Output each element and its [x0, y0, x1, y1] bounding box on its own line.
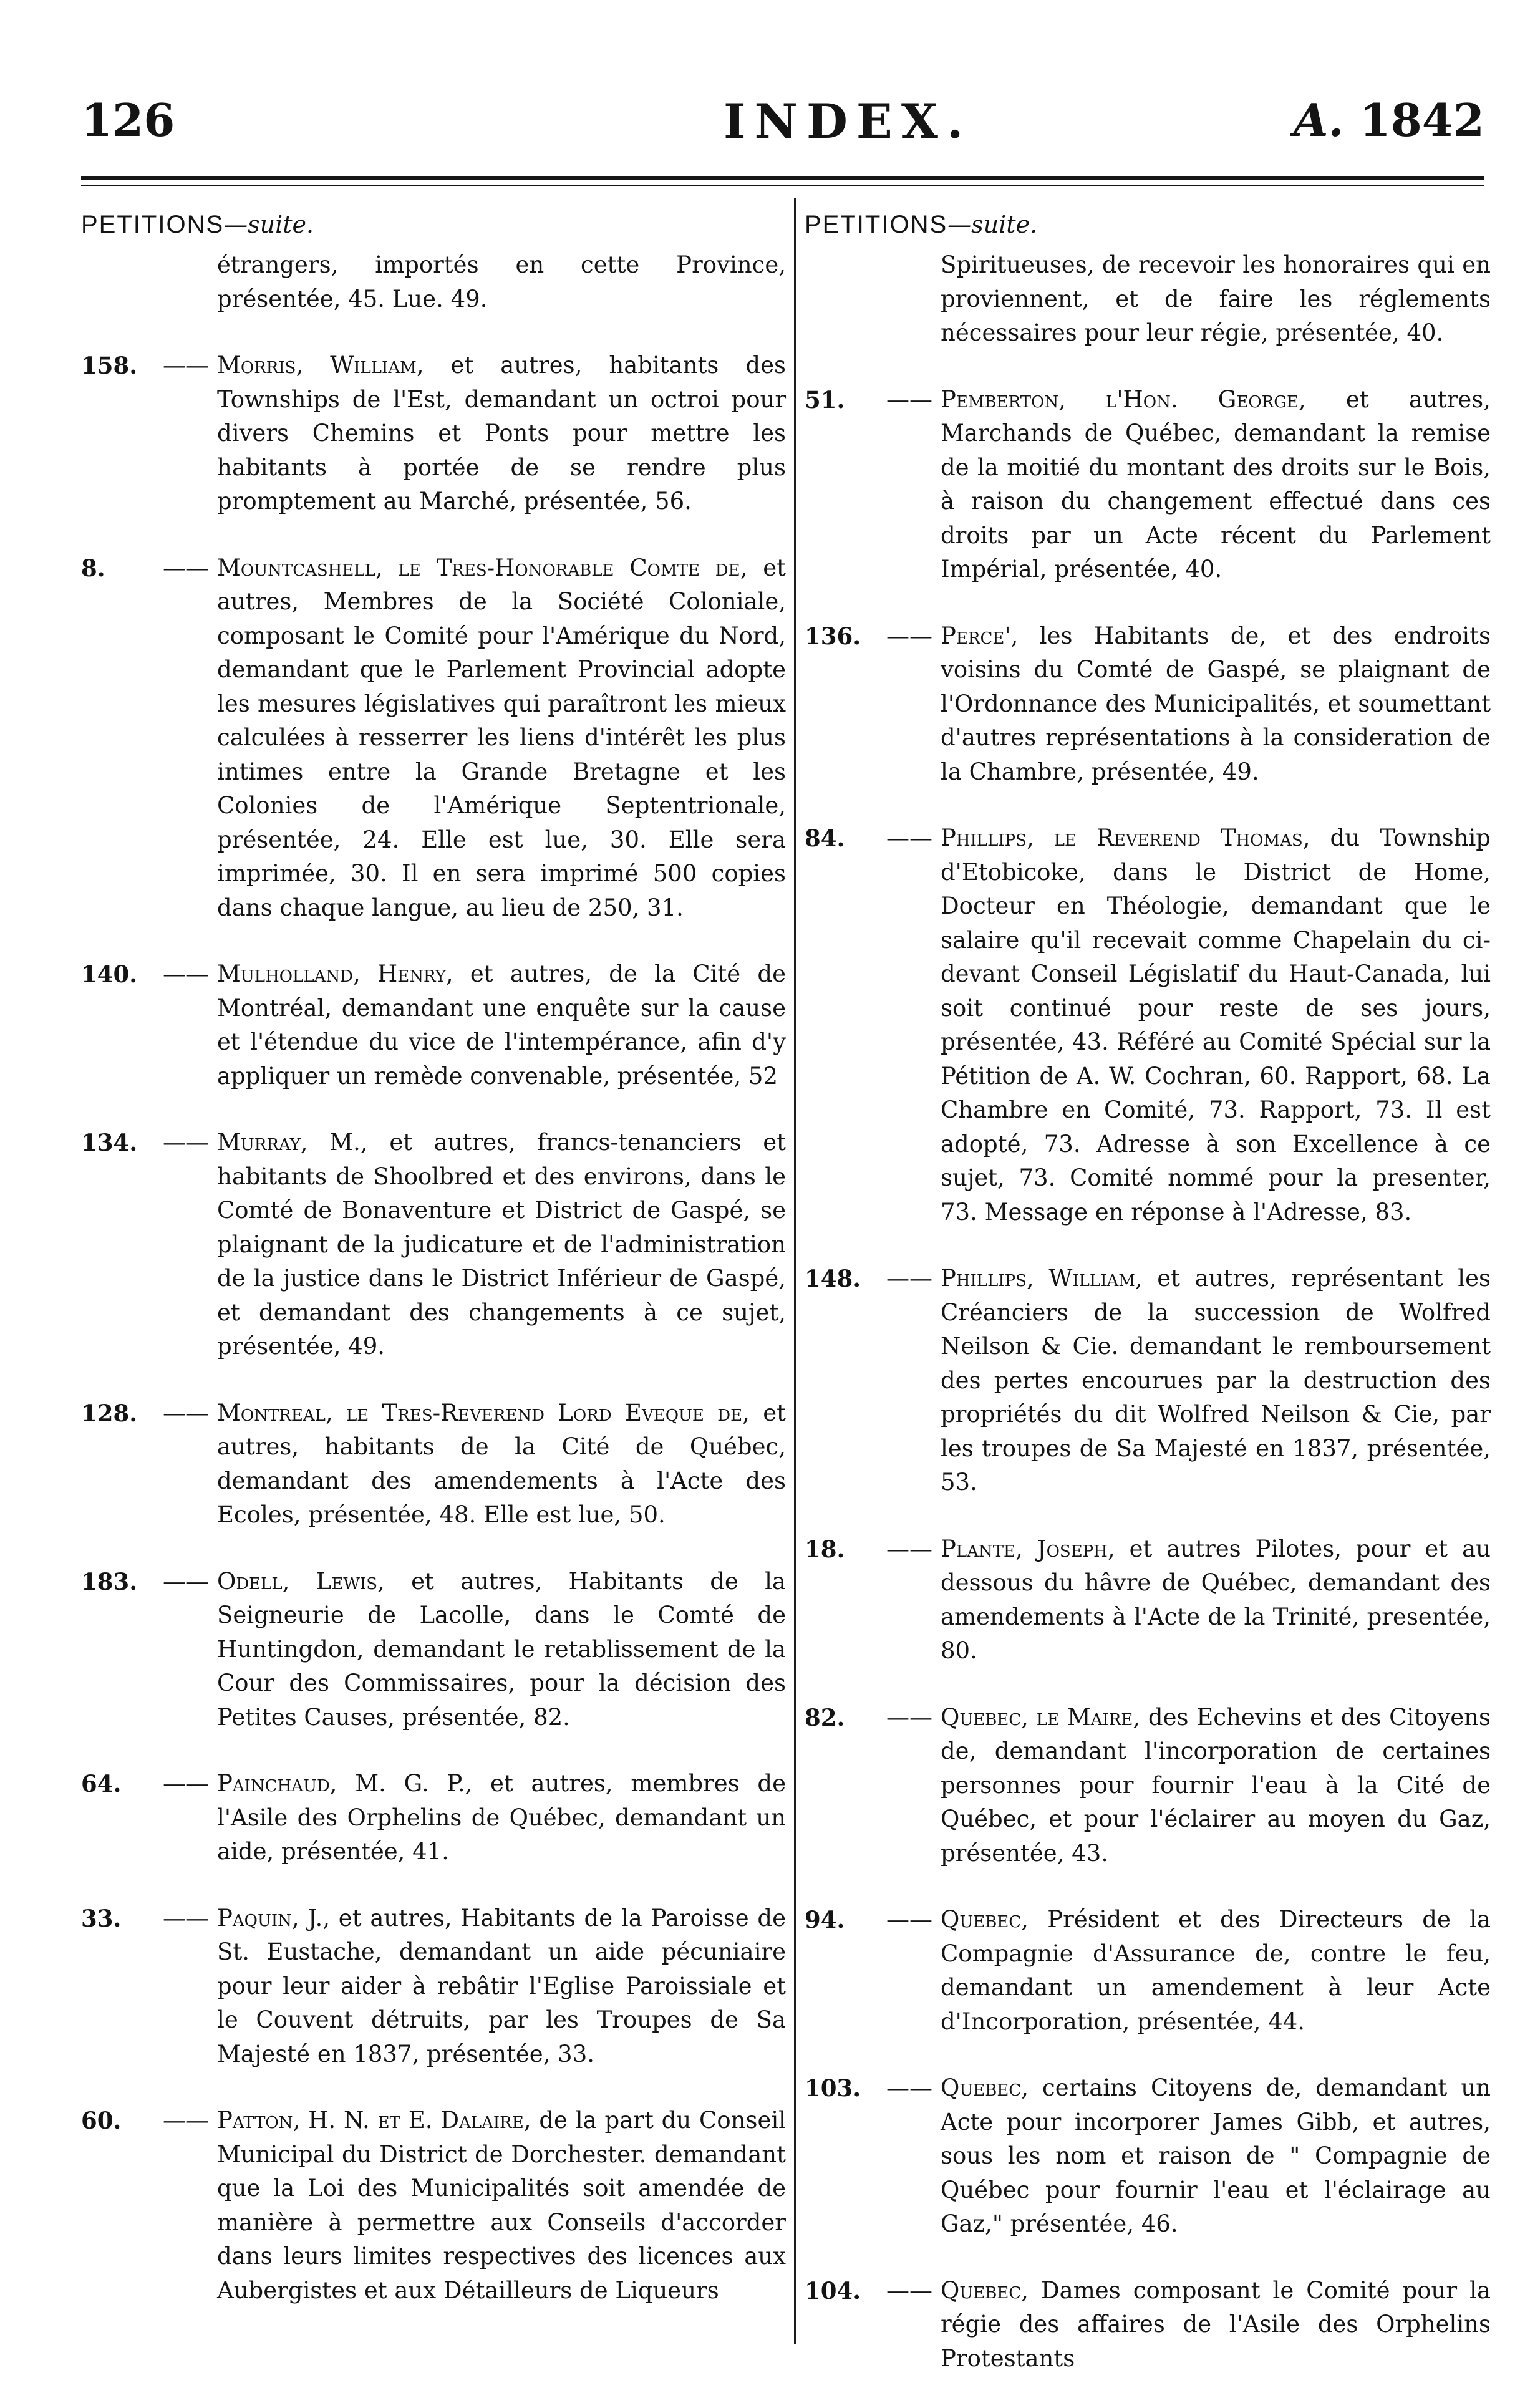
entry-name: Quebec, [941, 1906, 1029, 1933]
entry-name: Phillips, William, [941, 1265, 1143, 1292]
index-entry [81, 1902, 786, 2072]
entry-text [217, 1565, 786, 1735]
entry-number: 82. [805, 1703, 845, 1731]
section-label: PETITIONS [81, 211, 225, 238]
index-entry [805, 1701, 1491, 1871]
entry-dash: —— [163, 2107, 209, 2134]
entry-number: 148. [805, 1265, 861, 1292]
entry-dash: —— [886, 622, 932, 649]
entry-name: Odell, Lewis, [217, 1567, 385, 1595]
entry-description: les Habitants de, et des endroits voisins du Comté de Gaspé, se plaignant de l'Ordonnance des Municipalités, et soumettant d'autres représentations à la consideration de la Chambre, présentée, 49. [941, 622, 1491, 785]
section-heading [81, 206, 786, 243]
index-entry [805, 1903, 1491, 2039]
continuation-text: Spiritueuses, de recevoir les honoraires qui en proviennent, et de faire les réglements nécessaires pour leur régie, présentée, 40. [941, 251, 1491, 346]
entry-description: et autres, habitants de la Cité de Québec, demandant des amendements à l'Acte des Ecoles, présentée, 48. Elle est lue, 50. [217, 1399, 786, 1528]
entry-dash: —— [886, 1703, 932, 1731]
entry-name: Murray, M., [217, 1129, 368, 1156]
entry-list [805, 383, 1491, 2376]
entry-description: Dames composant le Comité pour la régie des affaires de l'Asile des Orphelins Protestants [941, 2276, 1491, 2372]
entry-number: 18. [805, 1535, 845, 1563]
entry-text [941, 2274, 1491, 2376]
entry-text [217, 1126, 786, 1364]
entry-number: 51. [805, 385, 845, 413]
entry-number: 158. [81, 352, 138, 379]
entry-text [217, 1767, 786, 1869]
entry-number: 8. [81, 554, 105, 582]
entry-dash: —— [163, 1904, 209, 1932]
entry-dash: —— [163, 1567, 209, 1595]
entry-dash: —— [886, 1906, 932, 1933]
entry-description: et autres, de la Cité de Montréal, demandant une enquête sur la cause et l'étendue du vice de l'intempérance, afin d'y appliquer un remède convenable, présentée, 52 [217, 960, 786, 1090]
entry-number: 136. [805, 622, 861, 650]
year: 1842 [1359, 94, 1484, 147]
entry-text [217, 957, 786, 1093]
page-number: 126 [81, 94, 175, 147]
entry-text [217, 349, 786, 519]
entry-number: 134. [81, 1129, 138, 1156]
index-entry [81, 1565, 786, 1735]
continuation-text: étrangers, importés en cette Province, présentée, 45. Lue. 49. [217, 251, 786, 312]
entry-dash: —— [886, 385, 932, 413]
entry-number: 94. [805, 1906, 845, 1933]
index-entry [81, 957, 786, 1093]
entry-dash: —— [163, 554, 209, 581]
entry-dash: —— [163, 960, 209, 987]
entry-text [217, 1902, 786, 2072]
entry-number: 33. [81, 1904, 122, 1932]
entry-number: 128. [81, 1399, 138, 1427]
section-suffix: —suite. [224, 211, 314, 238]
page-header [81, 94, 1484, 150]
entry-description: et autres, représentant les Créanciers de la succession de Wolfred Neilson & Cie. demandant le remboursement des pertes encourues par la destruction des propriétés du dit Wolfred Neilson & Cie, par les troupes de Sa Majesté en 1837, présentée, 53. [941, 1265, 1491, 1496]
entry-text [941, 619, 1491, 790]
entry-number: 183. [81, 1567, 138, 1595]
entry-text [217, 1396, 786, 1532]
entry-name: Quebec, le Maire, [941, 1703, 1141, 1731]
index-entry [81, 1767, 786, 1869]
index-entry [805, 619, 1491, 790]
year-label [1294, 94, 1484, 147]
entry-text [941, 1903, 1491, 2039]
entry-name: Quebec, [941, 2276, 1029, 2304]
entry-name: Mountcashell, le Tres-Honorable Comte de, [217, 554, 748, 581]
entry-name: Perce', [941, 622, 1019, 649]
right-column [805, 206, 1491, 2408]
entry-description: et autres, habitants des Townships de l'Est, demandant un octroi pour divers Chemins et Ponts pour mettre les habitants à portée de se rendre plus promptement au Marché, présentée, 56. [217, 352, 786, 515]
entry-dash: —— [886, 1265, 932, 1292]
entry-dash: —— [886, 824, 932, 851]
index-entry [81, 1396, 786, 1532]
index-entry [805, 1262, 1491, 1500]
entry-dash: —— [163, 1129, 209, 1156]
index-entry [81, 551, 786, 926]
entry-description: et autres, Marchands de Québec, demandant la remise de la moitié du montant des droits sur le Bois, à raison du changement effectué dans ces droits par un Acte récent du Parlement Impérial, présentée, 40. [941, 385, 1491, 583]
entry-text [941, 1701, 1491, 1871]
entry-text [941, 383, 1491, 587]
entry-description: des Echevins et des Citoyens de, demandant l'incorporation de certaines personnes pour fournir l'eau à la Cité de Québec, et pour l'éclairer au moyen du Gaz, présentée, 43. [941, 1703, 1491, 1867]
entry-description: du Township d'Etobicoke, dans le District de Home, Docteur en Théologie, demandant que le salaire qu'il recevait comme Chapelain du ci-devant Conseil Législatif du Haut-Canada, lui soit continué pour reste de ses jours, présentée, 43. Référé au Comité Spécial sur la Pétition de A. W. Cochran, 60. Rapport, 68. La Chambre en Comité, 73. Rapport, 73. Il est adopté, 73. Adresse à son Excellence à ce sujet, 73. Comité nommé pour la presenter, 73. Message en réponse à l'Adresse, 83. [941, 824, 1491, 1226]
entry-name: Montreal, le Tres-Reverend Lord Eveque de, [217, 1399, 750, 1426]
entry-number: 60. [81, 2107, 122, 2134]
left-column [81, 206, 786, 2340]
page-title: INDEX. [724, 94, 972, 149]
index-entry [81, 1126, 786, 1364]
entry-text [941, 1532, 1491, 1668]
entry-dash: —— [886, 2276, 932, 2304]
entry-description: certains Citoyens de, demandant un Acte pour incorporer James Gibb, et autres, sous les nom et raison de " Compagnie de Québec pour fournir l'eau et l'éclairage au Gaz," présentée, 46. [941, 2074, 1491, 2237]
index-entry [81, 2104, 786, 2308]
entry-description: et autres, francs-tenanciers et habitants de Shoolbred et des environs, dans le Comté de Bonaventure et District de Gaspé, se plaignant de la judicature et de l'administration de la justice dans le District Inférieur de Gaspé, et demandant des changements à ce sujet, présentée, 49. [217, 1129, 786, 1360]
index-entry [805, 2274, 1491, 2376]
entry-description: et autres, Habitants de la Seigneurie de Lacolle, dans le Comté de Huntingdon, demandant le retablissement de la Cour des Commissaires, pour la décision des Petites Causes, présentée, 82. [217, 1567, 786, 1731]
entry-number: 84. [805, 824, 845, 852]
entry-number: 104. [805, 2276, 861, 2304]
entry-name: Patton, H. N. et E. Dalaire, [217, 2107, 531, 2134]
entry-dash: —— [163, 1770, 209, 1797]
entry-dash: —— [886, 1535, 932, 1562]
entry-description: Président et des Directeurs de la Compagnie d'Assurance de, contre le feu, demandant un amendement à leur Acte d'Incorporation, présentée, 44. [941, 1906, 1491, 2035]
index-entry [805, 1532, 1491, 1668]
section-label: PETITIONS [805, 211, 948, 238]
entry-name: Pemberton, l'Hon. George, [941, 385, 1306, 413]
index-entry [805, 2071, 1491, 2241]
entry-dash: —— [163, 352, 209, 379]
entry-dash: —— [163, 1399, 209, 1426]
column-divider [794, 198, 796, 2344]
entry-number: 140. [81, 960, 138, 988]
entry-list [81, 349, 786, 2308]
entry-dash: —— [886, 2074, 932, 2101]
entry-description: et autres Pilotes, pour et au dessous du hâvre de Québec, demandant des amendements à l'Acte de la Trinité, presentée, 80. [941, 1535, 1491, 1664]
entry-name: Paquin, J., [217, 1904, 330, 1932]
index-entry [805, 821, 1491, 1229]
entry-name: Painchaud, M. G. P., [217, 1770, 473, 1797]
section-suffix: —suite. [947, 211, 1038, 238]
entry-text [941, 2071, 1491, 2241]
entry-description: et autres, Membres de la Société Coloniale, composant le Comité pour l'Amérique du Nord, demandant que le Parlement Provincial adopte les mesures législatives qui paraîtront les mieux calculées à resserrer les liens d'intérêt les plus intimes entre la Grande Bretagne et les Colonies de l'Amérique Septentrionale, présentée, 24. Elle est lue, 30. Elle sera imprimée, 30. Il en sera imprimé 500 copies dans chaque langue, au lieu de 250, 31. [217, 554, 786, 921]
entry-name: Quebec, [941, 2074, 1029, 2101]
entry-number: 103. [805, 2074, 861, 2102]
entry-text [217, 551, 786, 926]
entry-text [941, 821, 1491, 1229]
index-entry [805, 383, 1491, 587]
header-rule-thin [81, 185, 1484, 186]
entry-number: 64. [81, 1770, 122, 1797]
entry-description: et autres, membres de l'Asile des Orphelins de Québec, demandant un aide, présentée, 41. [217, 1770, 786, 1865]
entry-description: de la part du Conseil Municipal du District de Dorchester. demandant que la Loi des Municipalités soit amendée de manière à permettre aux Conseils d'accorder dans leurs limites respectives des licences aux Aubergistes et aux Détailleurs de Liqueurs [217, 2107, 787, 2304]
entry-text [941, 1262, 1491, 1500]
header-rule-thick [81, 176, 1484, 180]
entry-description: et autres, Habitants de la Paroisse de St. Eustache, demandant un aide pécuniaire pour leur aider à rebâtir l'Eglise Paroissiale et le Couvent détruits, par les Troupes de Sa Majesté en 1837, présentée, 33. [217, 1904, 786, 2067]
entry-name: Mulholland, Henry, [217, 960, 453, 987]
section-heading [805, 206, 1491, 243]
index-entry [81, 349, 786, 519]
year-prefix: A. [1293, 94, 1344, 147]
entry-name: Plante, Joseph, [941, 1535, 1115, 1562]
entry-name: Morris, William, [217, 352, 424, 379]
entry-text [217, 2104, 786, 2308]
entry-name: Phillips, le Reverend Thomas, [941, 824, 1310, 851]
